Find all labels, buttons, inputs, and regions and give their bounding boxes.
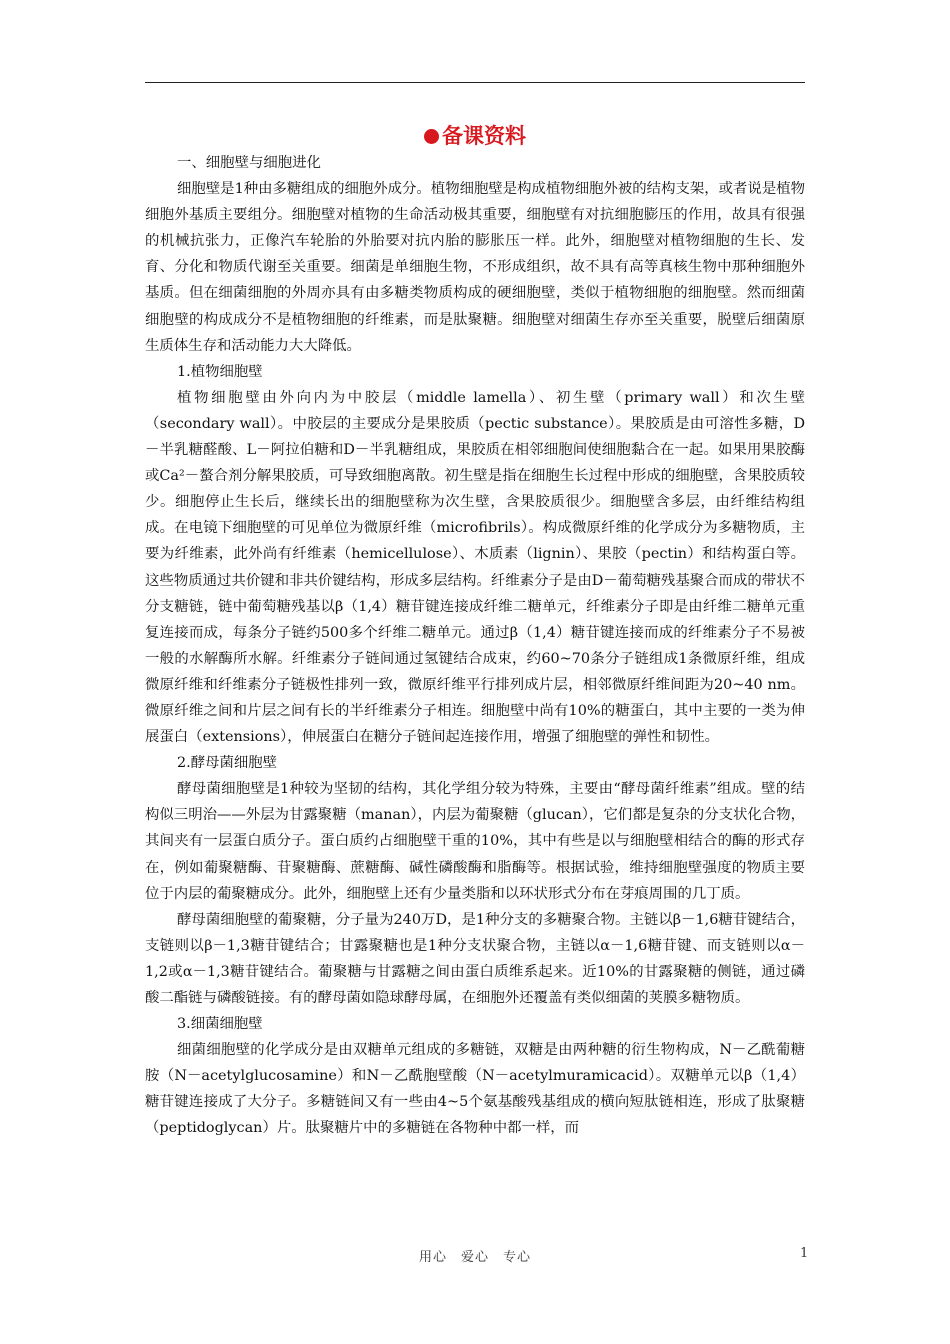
bullet-dot-icon: [424, 129, 439, 144]
header-rule: [145, 82, 805, 83]
intro-paragraph: 细胞壁是1种由多糖组成的细胞外成分。植物细胞壁是构成植物细胞外被的结构支架，或者说是植物细胞外基质主要组分。细胞壁对植物的生命活动极其重要，细胞壁有对抗细胞膨压的作用，故具有很强的机械抗张力，正像汽车轮胎的外胎要对抗内胎的膨胀压一样。此外，细胞壁对植物细胞的生长、发育、分化和物质代谢至关重要。细菌是单细胞生物，不形成组织，故不具有高等真核生物中那种细胞外基质。但在细菌细胞的外周亦具有由多糖类物质构成的硬细胞壁，类似于植物细胞的细胞壁。然而细菌细胞壁的构成成分不是植物细胞的纤维素，而是肽聚糖。细胞壁对细菌生存亦至关重要，脱壁后细菌原生质体生存和活动能力大大降低。: [145, 181, 805, 354]
yeast-cell-wall-paragraph-1: 酵母菌细胞壁是1种较为坚韧的结构，其化学组分较为特殊，主要由“酵母菌纤维素”组成。壁的结构似三明治——外层为甘露聚糖（manan），内层为葡聚糖（glucan），它们都是复杂的分支状化合物，其间夹有一层蛋白质分子。蛋白质约占细胞壁干重的10%，其中有些是以与细胞壁相结合的酶的形式存在，例如葡聚糖酶、苷聚糖酶、蔗糖酶、碱性磷酸酶和脂酶等。根据试验，维持细胞壁强度的物质主要位于内层的葡聚糖成分。此外，细胞壁上还有少量类脂和以环状形式分布在芽痕周围的几丁质。: [145, 781, 805, 902]
subsection-heading-yeast: 2.酵母菌细胞壁: [177, 755, 278, 772]
section-heading: 一、细胞壁与细胞进化: [177, 155, 321, 171]
subsection-heading-bacteria: 3.细菌细胞壁: [177, 1016, 263, 1033]
page-title: [0, 121, 950, 151]
bacteria-cell-wall-paragraph: 细菌细胞壁的化学成分是由双糖单元组成的多糖链，双糖是由两种糖的衍生物构成，N－乙酰葡糖胺（N－acetylglucosamine）和N－乙酰胞壁酸（N－acetylmuramicacid）。双糖单元以β（1,4）糖苷键连接成了大分子。多糖链间又有一些由4~5个氨基酸残基组成的横向短肽链相连，形成了肽聚糖（peptidoglycan）片。肽聚糖片中的多糖链在各物种中都一样，而: [145, 1042, 805, 1137]
page-title-text: 备课资料: [442, 123, 526, 148]
footer-motto: 用心 爱心 专心: [418, 1250, 531, 1265]
yeast-cell-wall-paragraph-2: 酵母菌细胞壁的葡聚糖，分子量为240万D，是1种分支的多糖聚合物。主链以β－1,6糖苷键结合，支链则以β－1,3糖苷键结合；甘露聚糖也是1种分支状聚合物，主链以α－1,6糖苷键、而支链则以α－1,2或α－1,3糖苷键结合。葡聚糖与甘露糖之间由蛋白质维系起来。近10%的甘露聚糖的侧链，通过磷酸二酯链与磷酸链接。有的酵母菌如隐球酵母属，在细胞外还覆盖有类似细菌的荚膜多糖物质。: [145, 911, 805, 1006]
plant-cell-wall-paragraph: 植物细胞壁由外向内为中胶层（middle lamella）、初生壁（primary wall）和次生壁（secondary wall）。中胶层的主要成分是果胶质（pectic substance）。果胶质是由可溶性多糖，D－半乳糖醛酸、L－阿拉伯糖和D－半乳糖组成，果胶质在相邻细胞间使细胞黏合在一起。如果用果胶酶或Ca²－螯合剂分解果胶质，可导致细胞离散。初生壁是指在细胞生长过程中形成的细胞壁，含果胶质较少。细胞停止生长后，继续长出的细胞壁称为次生壁，含果胶质很少。细胞壁含多层，由纤维结构组成。在电镜下细胞壁的可见单位为微原纤维（microfibrils）。构成微原纤维的化学成分为多糖物质，主要为纤维素，此外尚有纤维素（hemicellulose）、木质素（lignin）、果胶（pectin）和结构蛋白等。这些物质通过共价键和非共价键结构，形成多层结构。纤维素分子是由D－葡萄糖残基聚合而成的带状不分支糖链，链中葡萄糖残基以β（1,4）糖苷键连接成纤维二糖单元，纤维素分子即是由纤维二糖单元重复连接而成，每条分子链约500多个纤维二糖单元。通过β（1,4）糖苷键连接而成的纤维素分子不易被一般的水解酶所水解。纤维素分子链间通过氢键结合成束，约60~70条分子链组成1条微原纤维，组成微原纤维和纤维素分子链极性排列一致，微原纤维平行排列成片层，相邻微原纤维间距为20~40 nm。微原纤维之间和片层之间有长的半纤维素分子相连。细胞壁中尚有10%的糖蛋白，其中主要的一类为伸展蛋白（extensions），伸展蛋白在糖分子链间起连接作用，增强了细胞壁的弹性和韧性。: [145, 389, 805, 746]
subsection-heading-plant: 1.植物细胞壁: [177, 363, 263, 380]
page-number: 1: [800, 1246, 809, 1261]
document-body: [145, 150, 805, 1142]
